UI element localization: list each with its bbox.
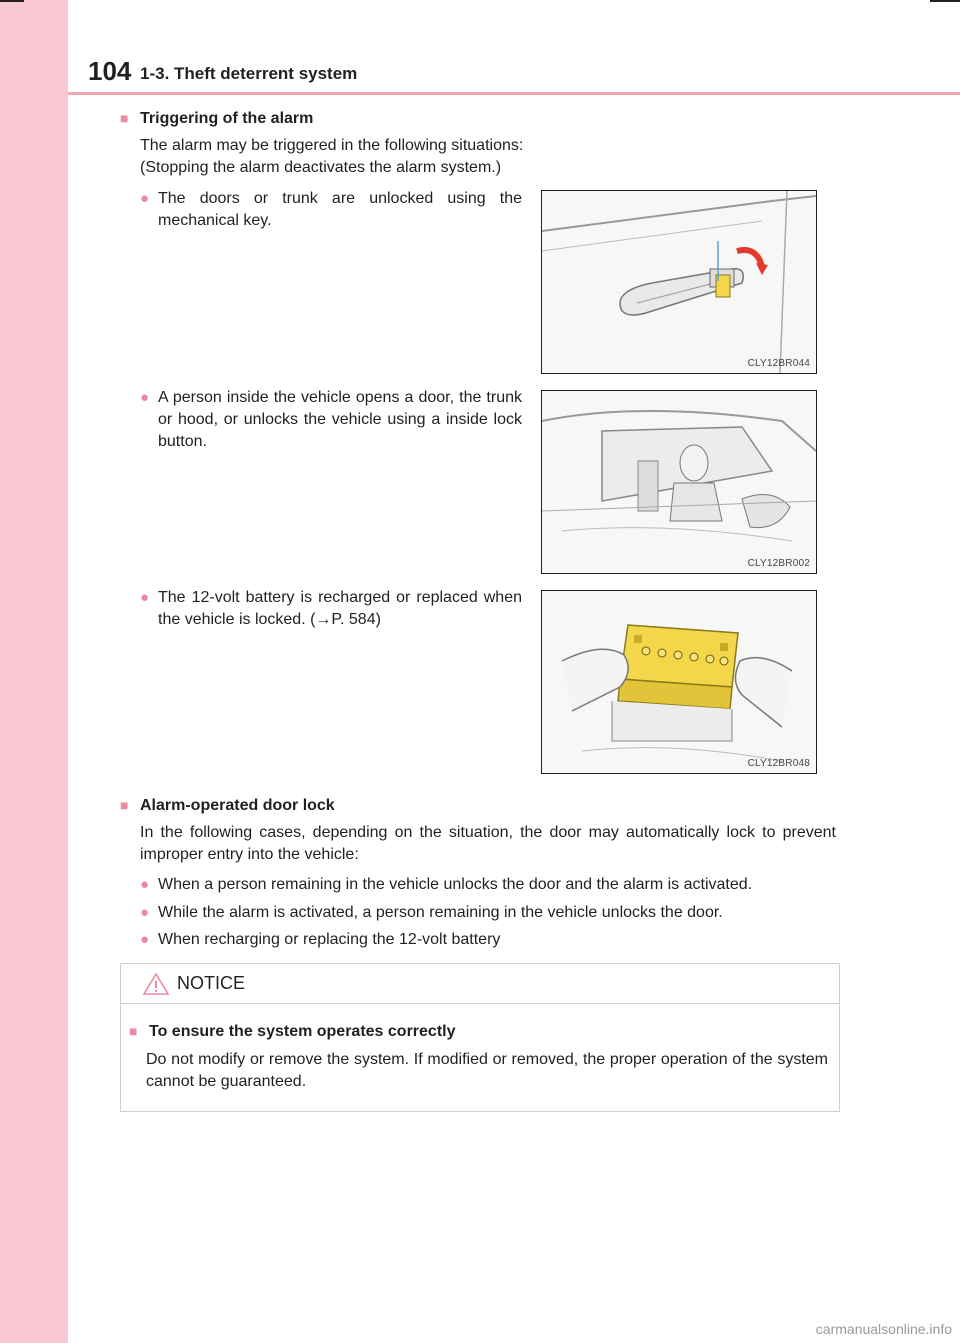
round-bullet-icon: ●	[140, 876, 150, 893]
figure-door-handle	[541, 190, 817, 374]
crop-mark-left	[0, 0, 24, 2]
triggering-heading: ■ Triggering of the alarm	[120, 110, 314, 127]
watermark: carmanualsonline.info	[815, 1321, 952, 1337]
figure-person-in-vehicle	[541, 390, 817, 574]
alarm-lock-item-3: ● When recharging or replacing the 12-volt battery	[158, 929, 838, 951]
round-bullet-icon: ●	[140, 389, 150, 406]
round-bullet-icon: ●	[140, 931, 150, 948]
triggering-intro: The alarm may be triggered in the following situations: (Stopping the alarm deactivates the alarm system.)	[140, 137, 524, 176]
square-bullet-icon: ■	[120, 797, 129, 813]
notice-heading: ■ To ensure the system operates correctly	[129, 1023, 456, 1040]
trigger-item-3: ● The 12-volt battery is recharged or replaced when the vehicle is locked. (→P. 584)	[140, 589, 522, 628]
round-bullet-icon: ●	[140, 589, 150, 606]
alarm-lock-heading: ■ Alarm-operated door lock	[120, 797, 335, 814]
figure-code: CLY12BR048	[747, 758, 810, 769]
crop-mark-right	[930, 0, 960, 2]
square-bullet-icon: ■	[129, 1023, 138, 1039]
square-bullet-icon: ■	[120, 110, 129, 126]
figure-code: CLY12BR044	[747, 358, 810, 369]
person-in-vehicle-illustration	[542, 391, 816, 573]
notice-header	[121, 964, 839, 1004]
page-sidebar-band	[0, 0, 68, 1343]
header-rule	[68, 92, 960, 95]
notice-label: NOTICE	[177, 973, 246, 993]
figure-battery	[541, 590, 817, 774]
alarm-lock-item-2: ● While the alarm is activated, a person remaining in the vehicle unlocks the door.	[158, 902, 838, 924]
door-handle-key-illustration	[542, 191, 816, 373]
round-bullet-icon: ●	[140, 904, 150, 921]
battery-illustration	[542, 591, 816, 773]
alarm-lock-intro: In the following cases, depending on the situation, the door may automatically lock to prevent improper entry into the vehicle:	[140, 824, 836, 863]
page-number: 104	[88, 56, 132, 86]
trigger-item-1: ● The doors or trunk are unlocked using the mechanical key.	[140, 190, 522, 229]
alarm-lock-item-1: ● When a person remaining in the vehicle unlocks the door and the alarm is activated.	[158, 874, 838, 896]
figure-code: CLY12BR002	[747, 558, 810, 569]
warning-triangle-icon	[143, 973, 169, 995]
trigger-item-2: ● A person inside the vehicle opens a door, the trunk or hood, or unlocks the vehicle using a inside lock button.	[140, 389, 522, 450]
notice-text: Do not modify or remove the system. If modified or removed, the proper operation of the system cannot be guaranteed.	[146, 1051, 828, 1090]
round-bullet-icon: ●	[140, 190, 150, 207]
section-title: 1-3. Theft deterrent system	[140, 64, 358, 83]
notice-box	[120, 963, 840, 1112]
